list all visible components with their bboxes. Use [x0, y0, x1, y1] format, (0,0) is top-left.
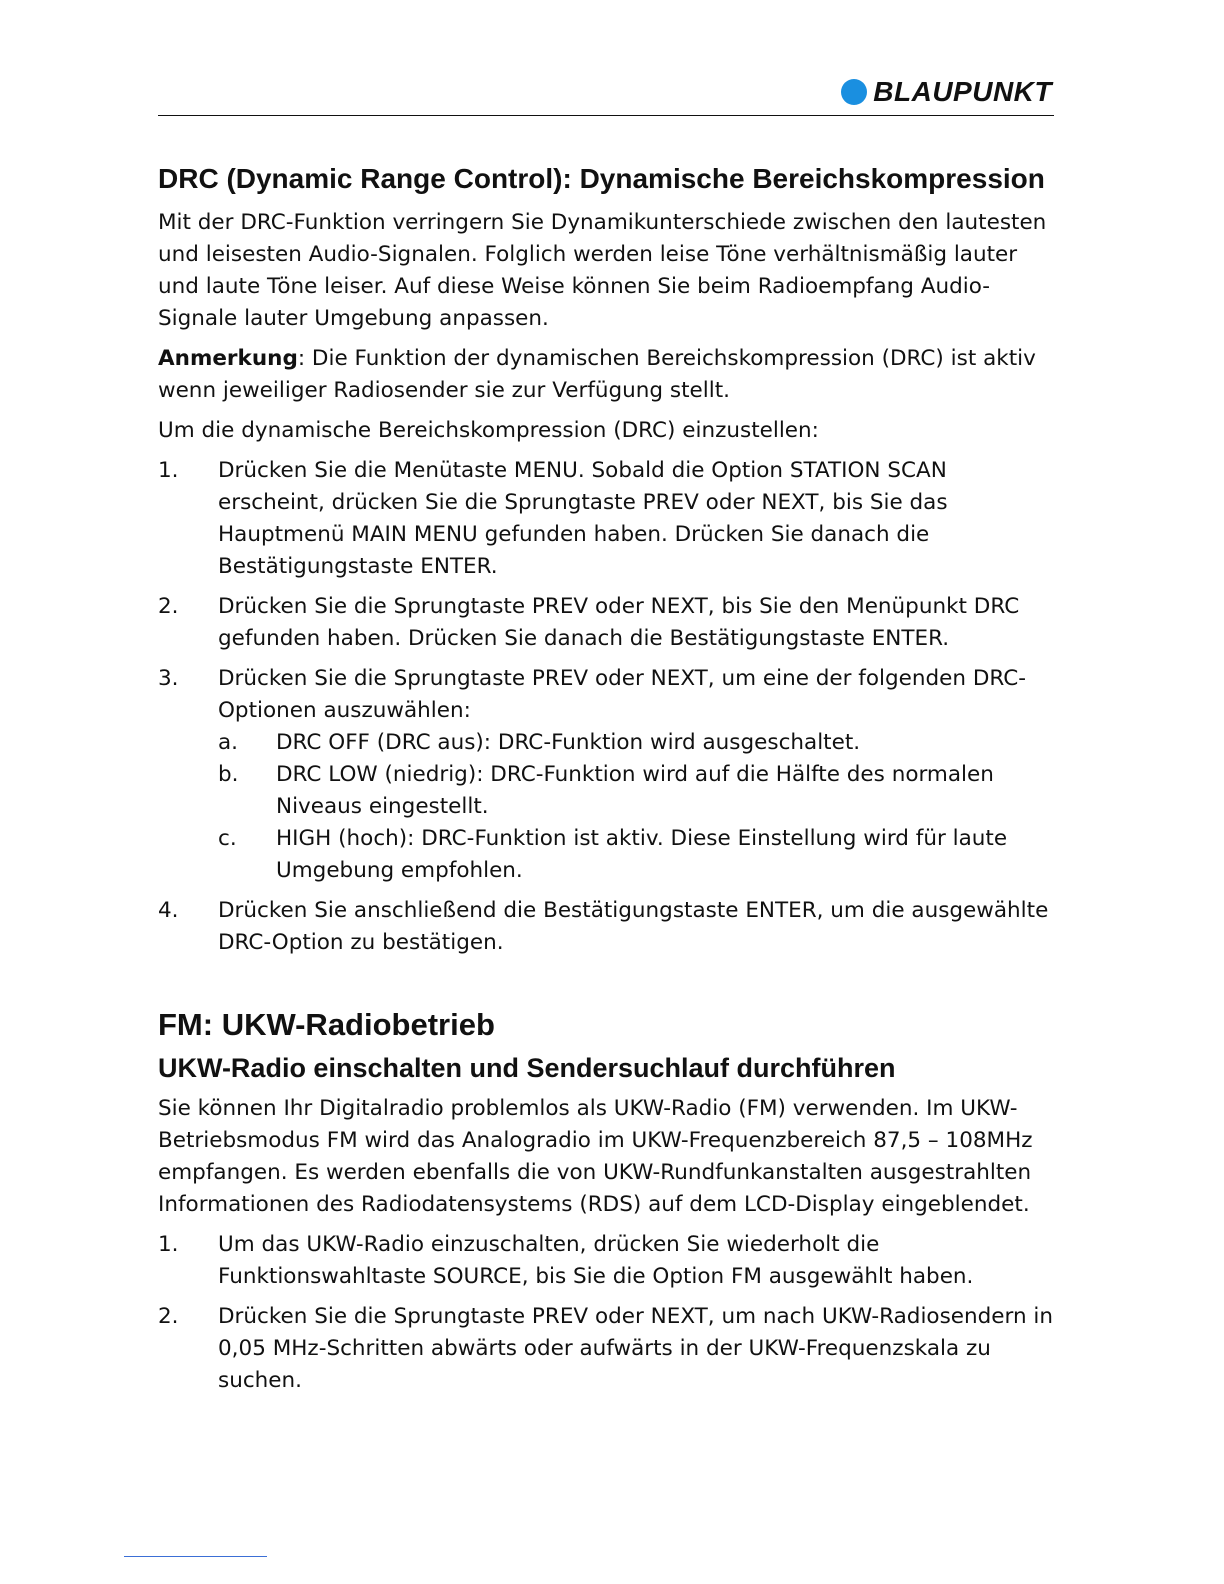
footer-rule — [124, 1556, 267, 1557]
drc-option — [218, 759, 1058, 823]
step-text: Drücken Sie die Sprungtaste PREV oder NEXT, bis Sie den Menüpunkt DRC gefunden haben. Drücken Sie danach die Bestätigungstaste ENTER. — [218, 594, 1020, 651]
section-spacer — [158, 967, 1058, 1003]
option-text: DRC LOW (niedrig): DRC-Funktion wird auf die Hälfte des normalen Niveaus eingestellt. — [276, 762, 994, 819]
blaupunkt-dot-icon — [841, 79, 867, 105]
option-letter: a. — [218, 730, 239, 755]
fm-intro: Sie können Ihr Digitalradio problemlos als UKW-Radio (FM) verwenden. Im UKW-Betriebsmodus FM wird das Analogradio im UKW-Frequenzbereich 87,5 – 108MHz empfangen. Es werden ebenfalls die von UKW-Rundfunkanstalten ausgestrahlten Informationen des Radiodatensystems (RDS) auf dem LCD-Display eingeblendet. — [158, 1096, 1033, 1217]
option-letter: b. — [218, 762, 239, 787]
option-text: DRC OFF (DRC aus): DRC-Funktion wird ausgeschaltet. — [276, 730, 861, 755]
drc-step — [158, 663, 1058, 887]
drc-step — [158, 455, 1058, 583]
step-number: 3. — [158, 666, 179, 691]
fm-heading: FM: UKW-Radiobetrieb — [158, 1007, 495, 1042]
drc-option — [218, 823, 1058, 887]
drc-step — [158, 591, 1058, 655]
option-letter: c. — [218, 826, 237, 851]
drc-option — [218, 727, 1058, 759]
fm-subheading: UKW-Radio einschalten und Sendersuchlauf durchführen — [158, 1053, 896, 1083]
step-text: Drücken Sie die Menütaste MENU. Sobald die Option STATION SCAN erscheint, drücken Sie die Sprungtaste PREV oder NEXT, bis Sie das Hauptmenü MAIN MENU gefunden haben. Drücken Sie danach die Bestätigungstaste ENTER. — [218, 458, 948, 579]
brand-name: BLAUPUNKT — [873, 76, 1052, 107]
page-header — [158, 70, 1054, 116]
drc-intro: Mit der DRC-Funktion verringern Sie Dynamikunterschiede zwischen den lautesten und leisesten Audio-Signalen. Folglich werden leise Töne verhältnismäßig lauter und laute Töne leiser. Auf diese Weise können Sie beim Radioempfang Audio-Signale lauter Umgebung anpassen. — [158, 210, 1047, 331]
drc-note — [158, 343, 1058, 407]
page-content — [158, 160, 1058, 1405]
option-text: HIGH (hoch): DRC-Funktion ist aktiv. Diese Einstellung wird für laute Umgebung empfohlen. — [276, 826, 1008, 883]
drc-steps — [158, 455, 1058, 959]
note-label: Anmerkung — [158, 346, 298, 371]
step-text: Drücken Sie die Sprungtaste PREV oder NEXT, um nach UKW-Radiosendern in 0,05 MHz-Schritten abwärts oder aufwärts in der UKW-Frequenzskala zu suchen. — [218, 1304, 1054, 1393]
fm-step — [158, 1301, 1058, 1397]
step-text: Drücken Sie anschließend die Bestätigungstaste ENTER, um die ausgewählte DRC-Option zu bestätigen. — [218, 898, 1049, 955]
step-number: 2. — [158, 1304, 179, 1329]
note-text: : Die Funktion der dynamischen Bereichskompression (DRC) ist aktiv wenn jeweiliger Radiosender sie zur Verfügung stellt. — [158, 346, 1036, 403]
drc-options — [218, 727, 1058, 887]
step-number: 2. — [158, 594, 179, 619]
step-text: Drücken Sie die Sprungtaste PREV oder NEXT, um eine der folgenden DRC-Optionen auszuwählen: — [218, 666, 1027, 723]
step-number: 1. — [158, 458, 179, 483]
step-number: 1. — [158, 1232, 179, 1257]
brand-logo — [841, 76, 1052, 108]
drc-lead: Um die dynamische Bereichskompression (DRC) einzustellen: — [158, 418, 819, 443]
step-text: Um das UKW-Radio einzuschalten, drücken Sie wiederholt die Funktionswahltaste SOURCE, bis Sie die Option FM ausgewählt haben. — [218, 1232, 974, 1289]
fm-step — [158, 1229, 1058, 1293]
drc-heading: DRC (Dynamic Range Control): Dynamische Bereichskompression — [158, 163, 1045, 194]
fm-steps — [158, 1229, 1058, 1397]
step-number: 4. — [158, 898, 179, 923]
drc-step — [158, 895, 1058, 959]
